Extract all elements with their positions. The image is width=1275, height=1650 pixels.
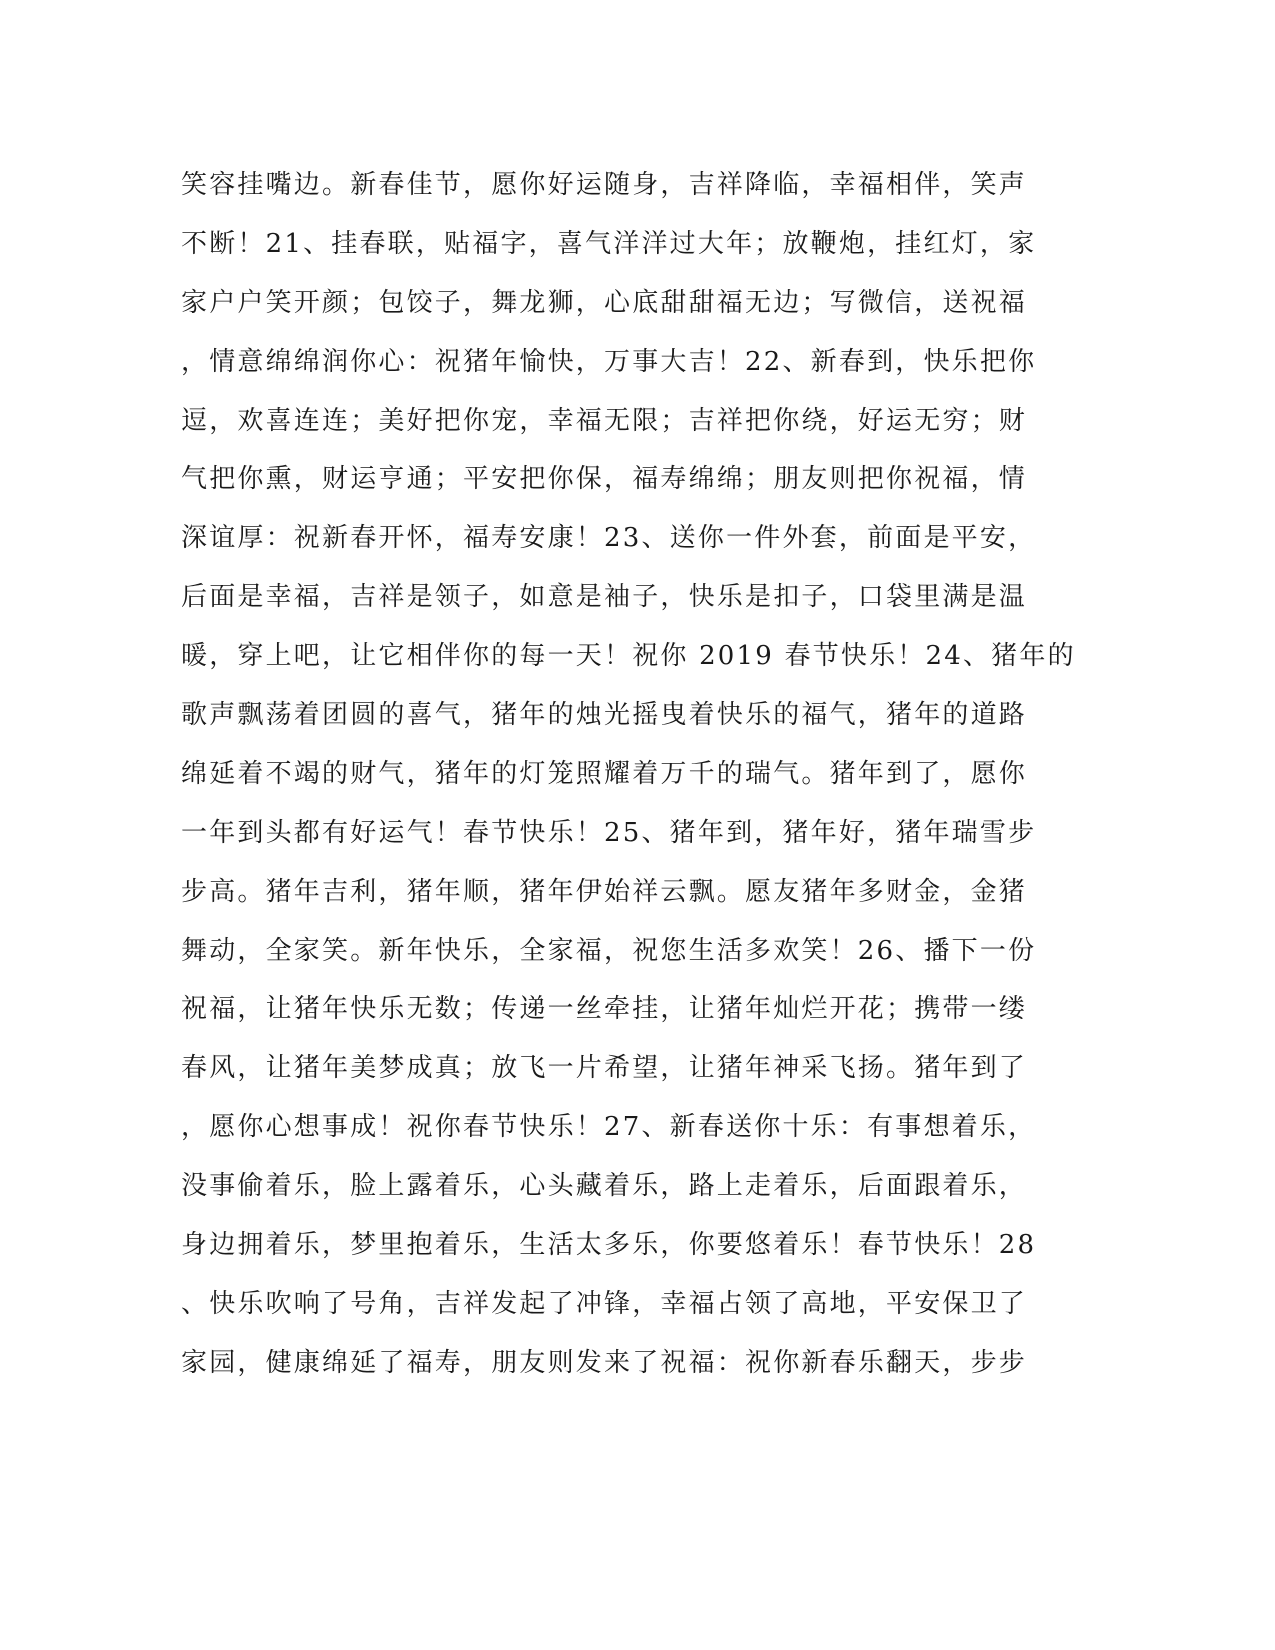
text-line: 舞动，全家笑。新年快乐，全家福，祝您生活多欢笑！26、播下一份 — [181, 935, 1037, 966]
text-line: 笑容挂嘴边。新春佳节，愿你好运随身，吉祥降临，幸福相伴，笑声 — [181, 170, 1028, 200]
text-line: 祝福，让猪年快乐无数；传递一丝牵挂，让猪年灿烂开花；携带一缕 — [181, 994, 1028, 1025]
body-text — [181, 156, 1076, 1393]
text-line: 绵延着不竭的财气，猪年的灯笼照耀着万千的瑞气。猪年到了，愿你 — [181, 758, 1028, 789]
text-line: 不断！21、挂春联，贴福字，喜气洋洋过大年；放鞭炮，挂红灯，家 — [181, 228, 1037, 259]
text-line: 后面是幸福，吉祥是领子，如意是袖子，快乐是扣子，口袋里满是温 — [181, 582, 1028, 613]
text-line: ，情意绵绵润你心：祝猪年愉快，万事大吉！22、新春到，快乐把你 — [181, 346, 1037, 377]
text-line: 气把你熏，财运亨通；平安把你保，福寿绵绵；朋友则把你祝福，情 — [181, 464, 1028, 495]
text-line: ，愿你心想事成！祝你春节快乐！27、新春送你十乐：有事想着乐， — [181, 1112, 1037, 1143]
text-line: 歌声飘荡着团圆的喜气，猪年的烛光摇曳着快乐的福气，猪年的道路 — [181, 700, 1028, 731]
text-line: 逗，欢喜连连；美好把你宠，幸福无限；吉祥把你绕，好运无穷；财 — [181, 405, 1028, 436]
text-line: 、快乐吹响了号角，吉祥发起了冲锋，幸福占领了高地，平安保卫了 — [181, 1288, 1028, 1319]
text-line: 暖，穿上吧，让它相伴你的每一天！祝你 2019 春节快乐！24、猪年的 — [181, 641, 1076, 672]
text-line: 深谊厚：祝新春开怀，福寿安康！23、送你一件外套，前面是平安， — [181, 523, 1037, 554]
text-line: 家户户笑开颜；包饺子，舞龙狮，心底甜甜福无边；写微信，送祝福 — [181, 287, 1028, 318]
text-line: 步高。猪年吉利，猪年顺，猪年伊始祥云飘。愿友猪年多财金，金猪 — [181, 876, 1028, 907]
text-line: 春风，让猪年美梦成真；放飞一片希望，让猪年神采飞扬。猪年到了 — [181, 1053, 1028, 1084]
text-line: 家园，健康绵延了福寿，朋友则发来了祝福：祝你新春乐翻天，步步 — [181, 1347, 1028, 1378]
text-line: 一年到头都有好运气！春节快乐！25、猪年到，猪年好，猪年瑞雪步 — [181, 817, 1037, 848]
text-line: 身边拥着乐，梦里抱着乐，生活太多乐，你要悠着乐！春节快乐！28 — [181, 1230, 1037, 1261]
text-line: 没事偷着乐，脸上露着乐，心头藏着乐，路上走着乐，后面跟着乐， — [181, 1171, 1028, 1202]
